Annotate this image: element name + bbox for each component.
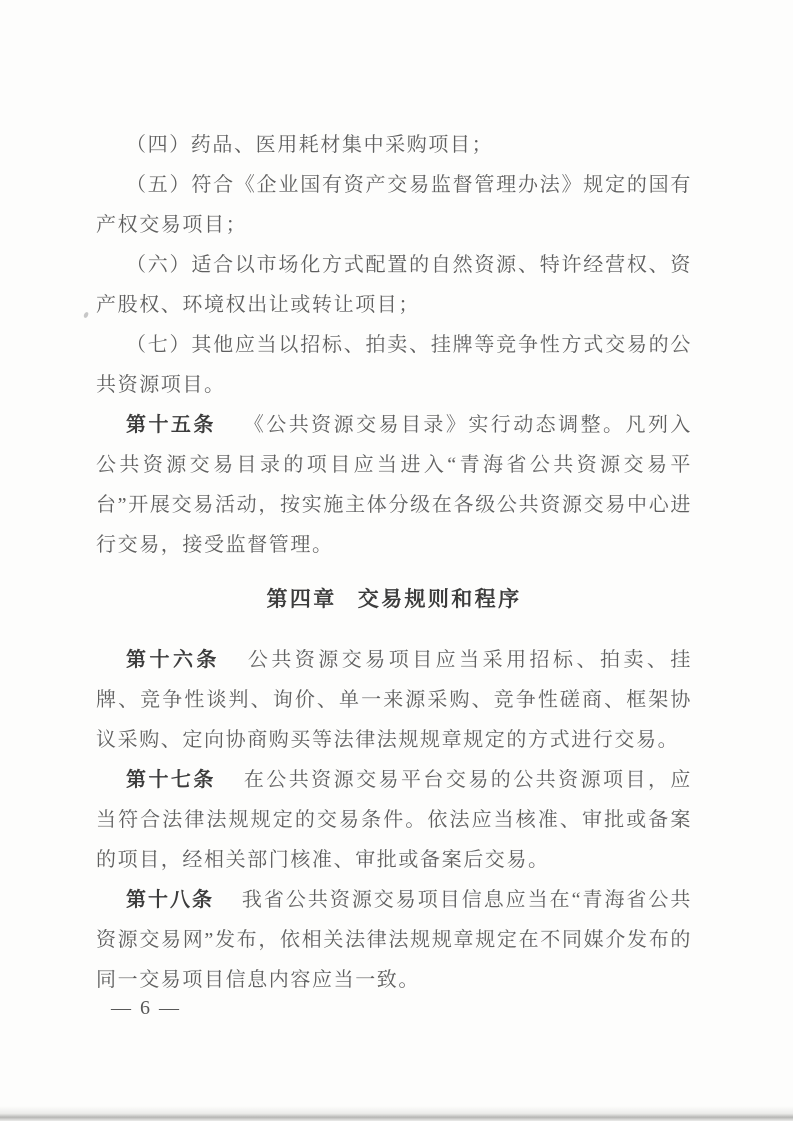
scan-edge-shadow [0,1106,793,1121]
clause-item-5-text: （五）符合《企业国有资产交易监督管理办法》规定的国有产权交易项目； [96,174,692,236]
article-16-paragraph [96,640,692,760]
article-15-text: 《公共资源交易目录》实行动态调整。凡列入公共资源交易目录的项目应当进入“青海省公共资源交易平台”开展交易活动，按实施主体分级在各级公共资源交易中心进行交易，接受监督管理。 [96,414,692,556]
clause-item-4 [96,125,692,165]
clause-item-7-text: （七）其他应当以招标、拍卖、挂牌等竞争性方式交易的公共资源项目。 [96,334,692,396]
article-17-paragraph [96,760,692,880]
page-number: — 6 — [111,997,181,1019]
article-18-text: 我省公共资源交易项目信息应当在“青海省公共资源交易网”发布，依相关法律法规规章规定在不同媒介发布的同一交易项目信息内容应当一致。 [96,889,692,991]
article-18-number: 第十八条 [126,889,214,911]
chapter-4-number: 第四章 [266,587,337,611]
article-18-paragraph [96,880,692,1000]
article-17-text: 在公共资源交易平台交易的公共资源项目，应当符合法律法规规定的交易条件。依法应当核准、审批或备案的项目，经相关部门核准、审批或备案后交易。 [96,769,692,871]
scan-speck [83,312,89,319]
clause-item-4-text: （四）药品、医用耗材集中采购项目； [126,134,494,156]
article-15-number: 第十五条 [126,414,216,436]
clause-item-6-text: （六）适合以市场化方式配置的自然资源、特许经营权、资产股权、环境权出让或转让项目； [96,254,692,316]
article-15-paragraph [96,405,692,565]
clause-item-7 [96,325,692,405]
clause-item-6 [96,245,692,325]
chapter-4-heading [96,579,692,619]
article-16-number: 第十六条 [126,649,220,671]
article-17-number: 第十七条 [126,769,216,791]
chapter-4-title: 交易规则和程序 [357,587,522,611]
clause-item-5 [96,165,692,245]
document-body [96,125,692,1000]
article-16-text: 公共资源交易项目应当采用招标、拍卖、挂牌、竞争性谈判、询价、单一来源采购、竞争性磋商、框架协议采购、定向协商购买等法律法规规章规定的方式进行交易。 [96,649,692,751]
